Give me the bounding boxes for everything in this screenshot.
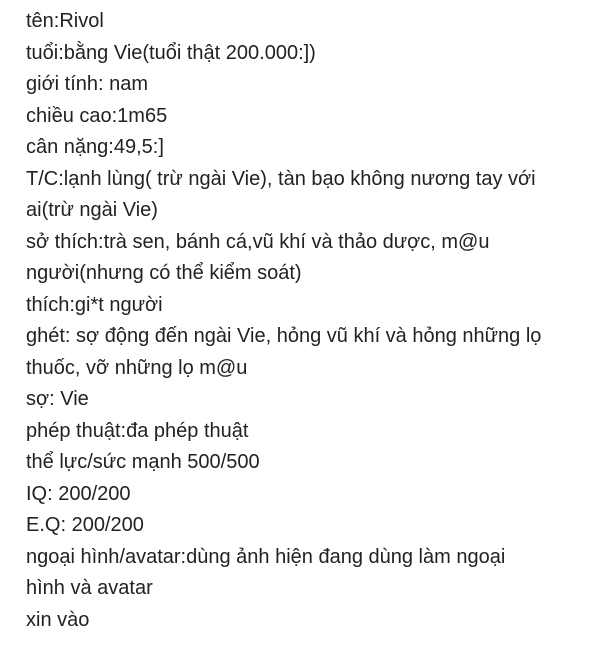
character-profile-text — [26, 6, 586, 636]
gender-line: giới tính: nam — [26, 73, 149, 95]
dislikes-line-continued: thuốc, vỡ những lọ m@u — [26, 356, 248, 379]
join-request-line: xin vào — [26, 608, 90, 631]
age-line: tuổi:bằng Vie(tuổi thật 200.000:]) — [26, 41, 316, 64]
personality-line-continued: ai(trừ ngài Vie) — [26, 199, 158, 221]
likes-line: thích:gi*t người — [26, 293, 163, 316]
appearance-line-continued: hình và avatar — [26, 577, 153, 599]
hobbies-line-continued: người(nhưng có thể kiểm soát) — [26, 262, 302, 284]
dislikes-line: ghét: sợ động đến ngài Vie, hỏng vũ khí và hỏng những lọ — [26, 325, 542, 347]
name-line: tên:Rivol — [26, 10, 104, 32]
eq-line: E.Q: 200/200 — [26, 514, 144, 536]
appearance-line: ngoại hình/avatar:dùng ảnh hiện đang dùng làm ngoại — [26, 545, 506, 568]
hobbies-line: sở thích:trà sen, bánh cá,vũ khí và thảo dược, m@u — [26, 230, 490, 253]
personality-line: T/C:lạnh lùng( trừ ngài Vie), tàn bạo không nương tay với — [26, 167, 536, 190]
height-line: chiều cao:1m65 — [26, 104, 168, 127]
magic-line: phép thuật:đa phép thuật — [26, 419, 249, 442]
fears-line: sợ: Vie — [26, 388, 89, 410]
iq-line: IQ: 200/200 — [26, 482, 131, 505]
weight-line: cân nặng:49,5:] — [26, 136, 164, 158]
strength-line: thể lực/sức mạnh 500/500 — [26, 451, 260, 473]
